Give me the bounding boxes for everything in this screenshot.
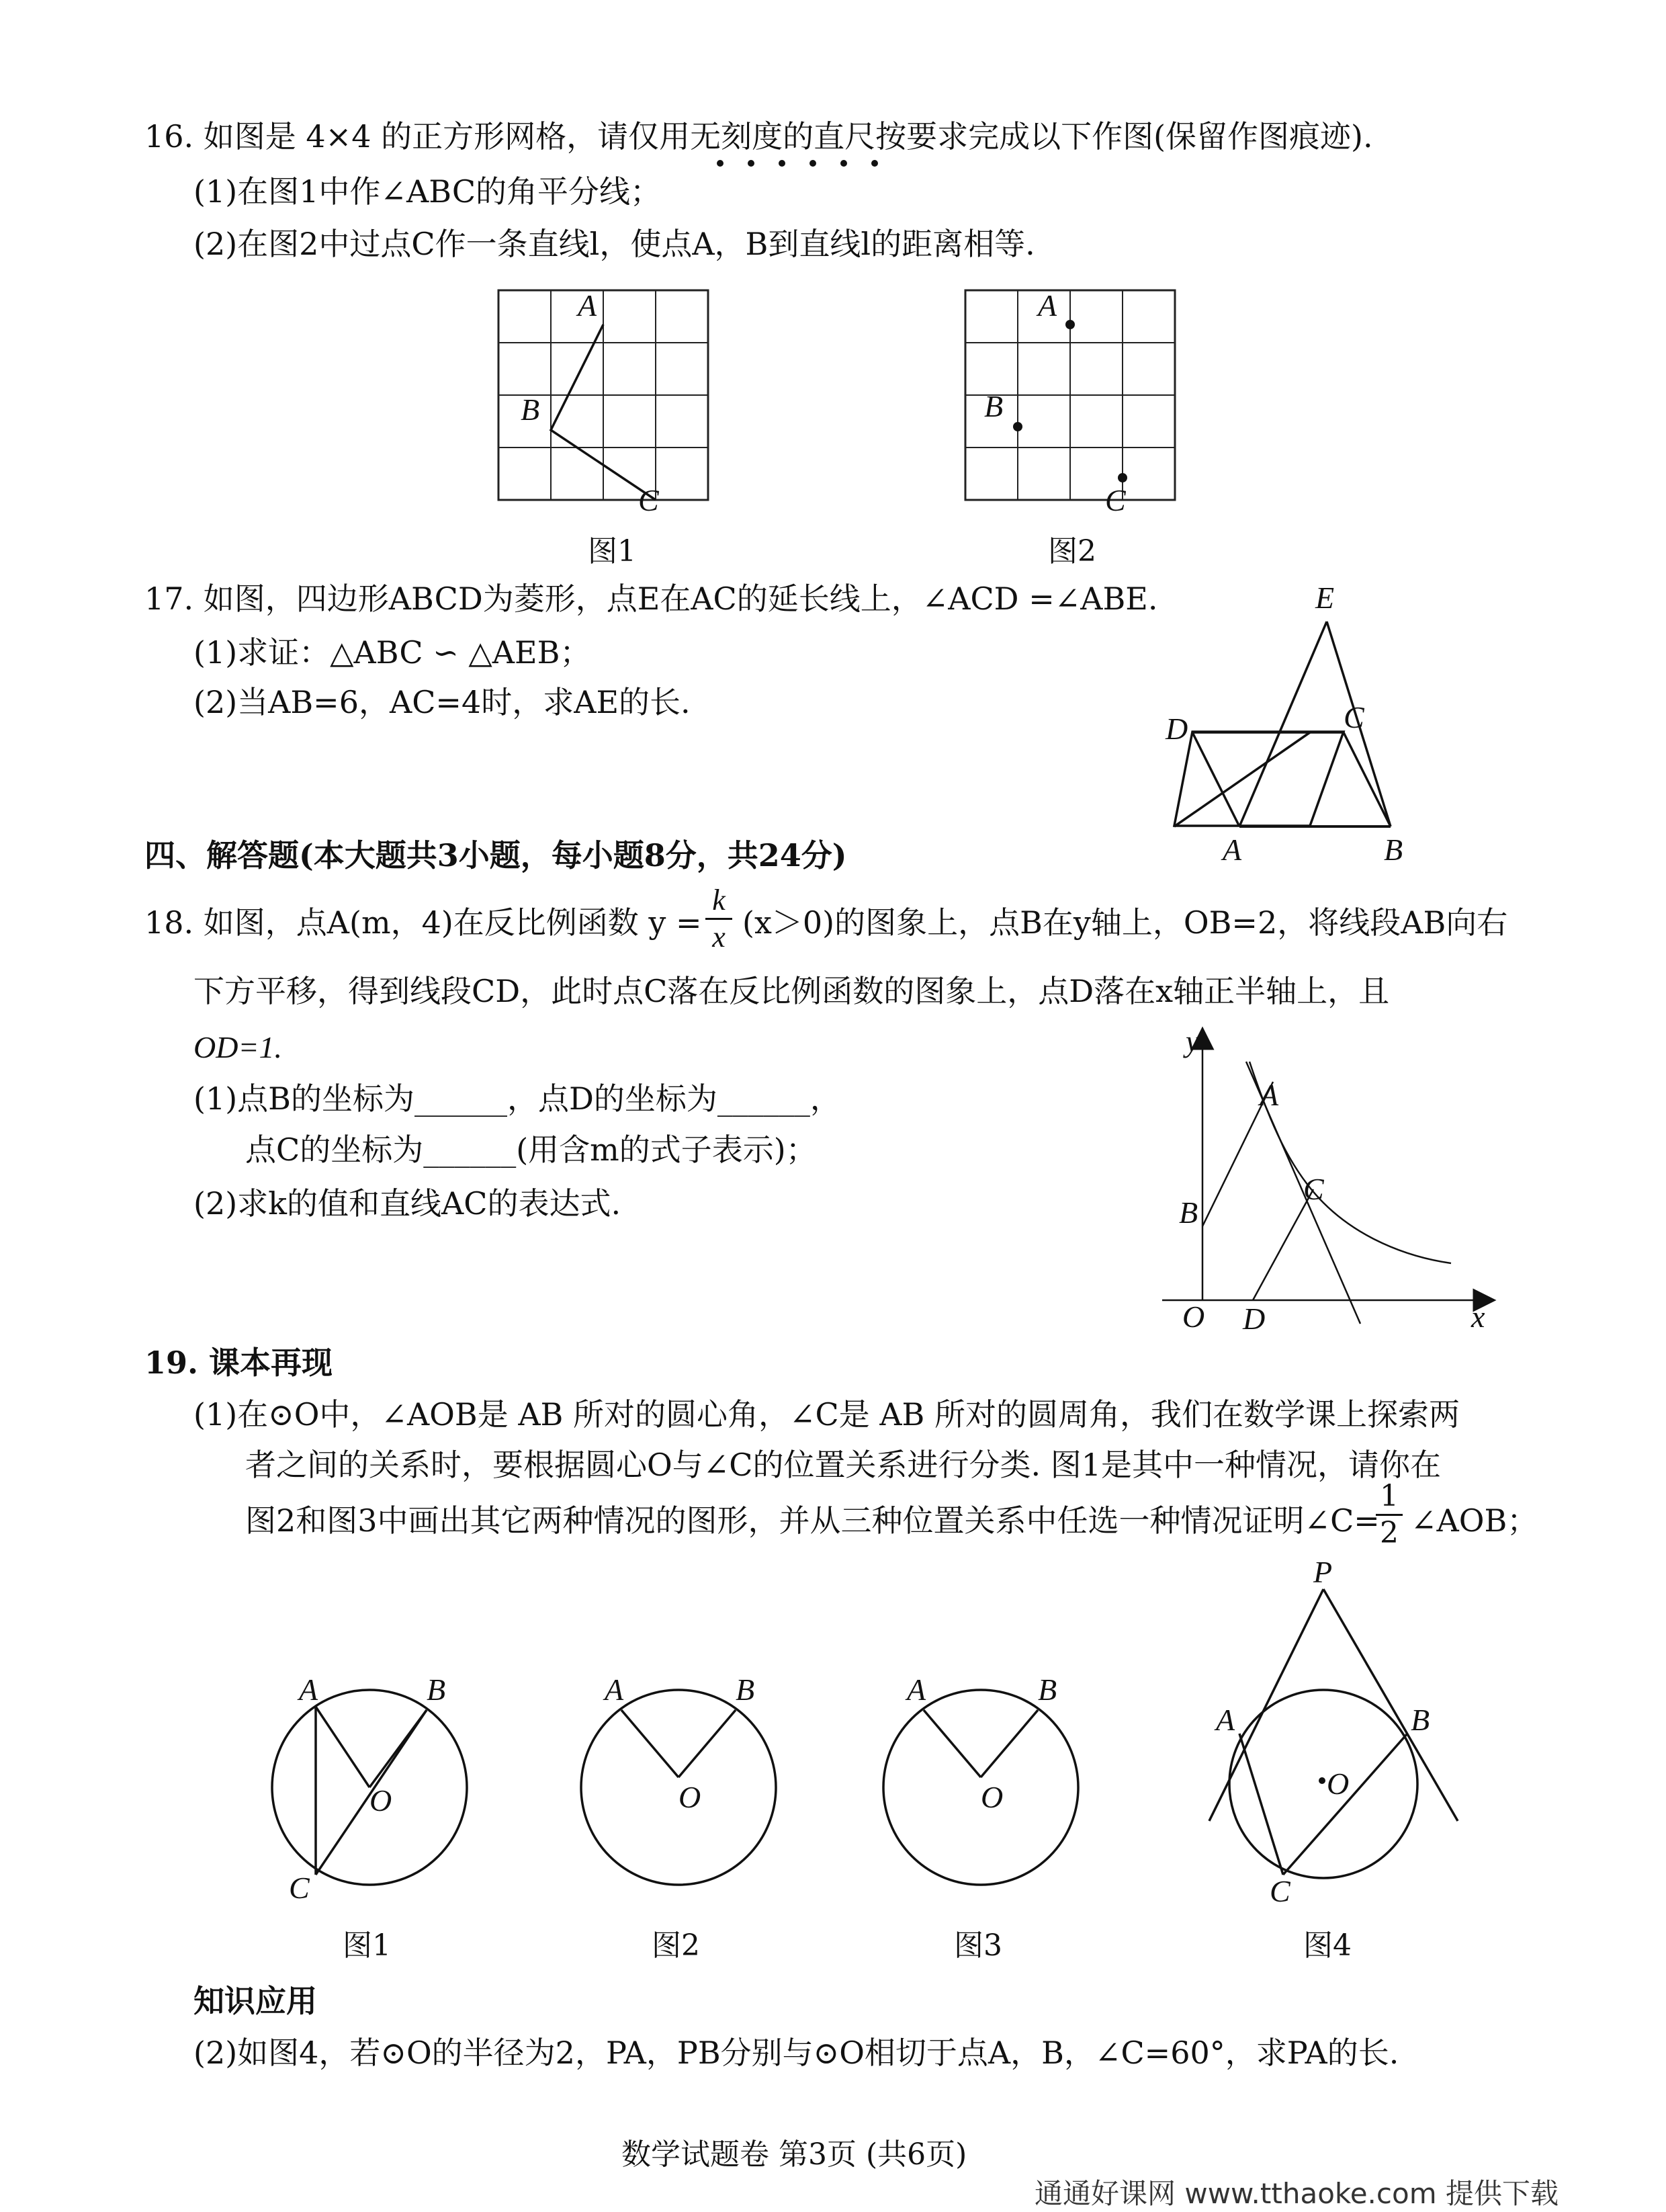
q18-label-c: C xyxy=(1303,1172,1324,1206)
q19-f4-caption: 图4 xyxy=(1303,1928,1352,1963)
q17-label-b: B xyxy=(1384,833,1403,867)
fig1-label-a: A xyxy=(578,288,597,323)
q19-title: 19. 课本再现 xyxy=(144,1345,333,1381)
q17-rhombus-figure xyxy=(1142,571,1518,880)
q16-stem: 16. 如图是 4×4 的正方形网格，请仅用无刻度的直尺按要求完成以下作图(保留作图痕迹). xyxy=(144,118,1373,155)
q19-f2-label-b: B xyxy=(736,1672,755,1707)
q19-part1c-pre: 图2和图3中画出其它两种情况的图形，并从三种位置关系中任选一种情况证明∠C= xyxy=(245,1502,1380,1539)
q19-part1c-post: ∠AOB； xyxy=(1411,1502,1538,1539)
q17-label-c: C xyxy=(1344,700,1364,734)
q17-label-e: E xyxy=(1315,581,1335,615)
q19-f1-label-c: C xyxy=(289,1871,310,1905)
q18-label-o: O xyxy=(1182,1300,1205,1334)
q18-frac-num: k xyxy=(712,884,726,917)
q19-f4-label-o: O xyxy=(1327,1767,1350,1801)
q18-fraction xyxy=(705,886,732,952)
q19-f1-label-o: O xyxy=(369,1783,392,1818)
watermark-text: 通通好课网 www.tthaoke.com 提供下载 xyxy=(1035,2177,1559,2210)
q19-f3-label-b: B xyxy=(1038,1672,1057,1707)
q19-part1a: (1)在⊙O中，∠AOB是 AB 所对的圆心角，∠C是 AB 所对的圆周角，我们在数学课上探索两 xyxy=(193,1396,1460,1433)
section-4-heading: 四、解答题(本大题共3小题，每小题8分，共24分) xyxy=(144,837,847,874)
q19-figure-2 xyxy=(564,1646,820,1975)
q16-part2: (2)在图2中过点C作一条直线l，使点A，B到直线l的距离相等. xyxy=(193,226,1035,262)
emphasis-dots xyxy=(0,0,1666,202)
q18-stem-pre: 18. 如图，点A(m，4)在反比例函数 y = xyxy=(144,904,702,941)
fig2-label-b: B xyxy=(984,389,1004,423)
q16-part1: (1)在图1中作∠ABC的角平分线； xyxy=(193,173,662,210)
q19-part2: (2)如图4，若⊙O的半径为2，PA，PB分别与⊙O相切于点A，B，∠C=60°，求PA的长. xyxy=(193,2035,1399,2071)
fig1-label-b: B xyxy=(521,392,540,427)
q18-label-d: D xyxy=(1243,1302,1266,1336)
q19-f1-caption: 图1 xyxy=(343,1928,391,1963)
fig2-caption: 图2 xyxy=(1048,534,1096,568)
q17-part1: (1)求证：△ABC ∽ △AEB； xyxy=(193,634,591,671)
q17-label-a: A xyxy=(1223,833,1242,867)
q18-label-x: x xyxy=(1471,1300,1485,1334)
q18-part1b: 点C的坐标为______(用含m的式子表示)； xyxy=(245,1132,817,1168)
fig2-label-c: C xyxy=(1105,483,1126,517)
q19-f1-label-b: B xyxy=(427,1672,446,1707)
q18-line2: 下方平移，得到线段CD，此时点C落在反比例函数的图象上，点D落在x轴正半轴上，且 xyxy=(193,973,1390,1009)
fig2-label-a: A xyxy=(1038,288,1057,323)
q18-label-a: A xyxy=(1260,1078,1279,1112)
q19-frac-den: 2 xyxy=(1380,1516,1399,1550)
q18-part1a: (1)点B的坐标为______，点D的坐标为______， xyxy=(193,1080,841,1117)
q19-f4-label-c: C xyxy=(1270,1874,1290,1908)
q19-f2-label-o: O xyxy=(678,1780,701,1814)
q19-f4-label-a: A xyxy=(1216,1703,1235,1737)
q19-f2-caption: 图2 xyxy=(652,1928,700,1963)
page-footer: 数学试题卷 第3页 (共6页) xyxy=(621,2137,967,2172)
q18-label-y: y xyxy=(1186,1024,1200,1058)
fig1-caption: 图1 xyxy=(588,534,636,568)
q17-stem: 17. 如图，四边形ABCD为菱形，点E在AC的延长线上，∠ACD =∠ABE. xyxy=(144,581,1158,617)
q18-stem-post: (x＞0)的图象上，点B在y轴上，OB=2，将线段AB向右 xyxy=(742,904,1508,941)
fig1-label-c: C xyxy=(638,483,659,517)
q19-figure-3 xyxy=(867,1646,1122,1975)
q18-label-b: B xyxy=(1179,1195,1198,1230)
q19-fraction xyxy=(1376,1479,1403,1550)
q19-figure-4 xyxy=(1196,1555,1478,1975)
q18-line3: OD=1. xyxy=(193,1030,282,1064)
q17-label-d: D xyxy=(1166,712,1188,746)
q19-f4-label-p: P xyxy=(1313,1555,1333,1589)
q19-part1b: 者之间的关系时，要根据圆心O与∠C的位置关系进行分类. 图1是其中一种情况，请你在 xyxy=(245,1447,1441,1483)
q19-frac-num: 1 xyxy=(1380,1479,1399,1513)
q18-frac-den: x xyxy=(712,921,726,953)
q17-part2: (2)当AB=6，AC=4时，求AE的长. xyxy=(193,684,691,720)
q16-figure-1 xyxy=(470,265,752,575)
q19-figure-1 xyxy=(255,1646,511,1975)
q19-f3-caption: 图3 xyxy=(954,1928,1002,1963)
q18-part2: (2)求k的值和直线AC的表达式. xyxy=(193,1185,621,1222)
q19-f2-label-a: A xyxy=(605,1672,624,1707)
q19-f4-label-b: B xyxy=(1411,1703,1430,1737)
q19-f3-label-o: O xyxy=(981,1780,1004,1814)
q18-graph xyxy=(1142,1021,1518,1344)
q19-f3-label-a: A xyxy=(907,1672,926,1707)
q19-f1-label-a: A xyxy=(299,1672,318,1707)
q19-knowledge-heading: 知识应用 xyxy=(193,1983,317,2019)
q16-figure-2 xyxy=(937,265,1219,575)
